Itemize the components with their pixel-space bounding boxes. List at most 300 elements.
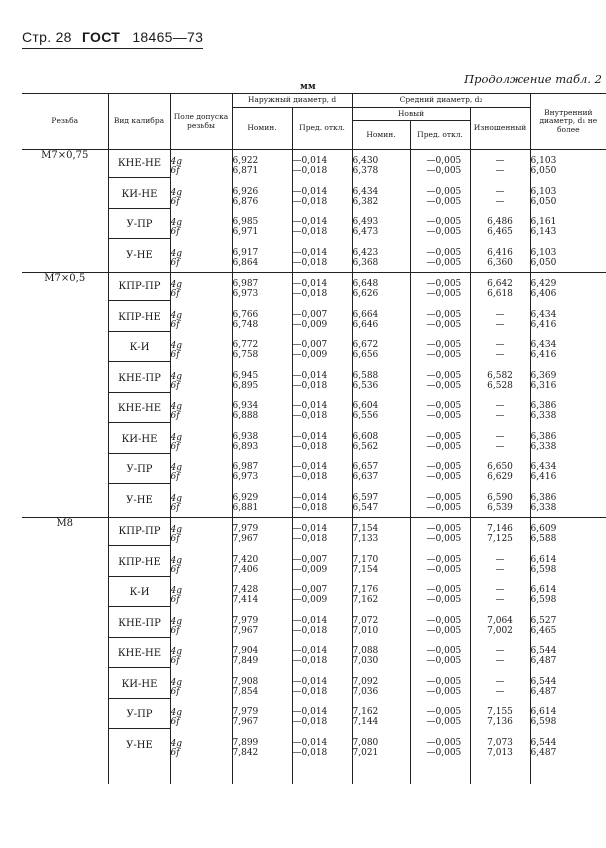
tolerance-value: 6f (170, 196, 180, 207)
outer-deviation-value: —0,014 (292, 737, 328, 748)
outer-nominal-value: 7,979 (232, 524, 259, 535)
gauge-type-cell (108, 211, 170, 242)
pitch-deviation-value: —0,005 (426, 289, 462, 300)
outer-nominal-value: 6,987 (232, 462, 259, 473)
inner-diameter-value: 6,338 (530, 411, 557, 422)
outer-nominal-value: 6,772 (232, 340, 259, 351)
tolerance-field-cell (170, 304, 232, 335)
tolerance-value: 4g (170, 341, 182, 352)
pitch-nominal-value: 6,547 (352, 502, 379, 513)
inner-diameter-value: 6,161 (530, 217, 557, 228)
pitch-nominal-cell (352, 334, 410, 365)
outer-deviation-cell (292, 426, 352, 457)
pitch-deviation-cell (410, 273, 470, 304)
pitch-deviation-cell (410, 610, 470, 641)
outer-deviation-value: —0,018 (292, 686, 328, 697)
gauge-type: КИ-НЕ (109, 671, 171, 699)
outer-nominal-cell (232, 732, 292, 784)
pitch-nominal-value: 7,154 (352, 564, 379, 575)
outer-deviation-value: —0,018 (292, 257, 328, 268)
pitch-worn-value: 6,582 (487, 370, 513, 381)
gauge-type-cell (108, 365, 170, 396)
pitch-nominal-value: 6,423 (352, 247, 379, 258)
outer-nominal-value: 6,881 (232, 502, 259, 513)
tolerance-field-cell (170, 150, 232, 181)
outer-deviation-value: —0,014 (292, 707, 328, 718)
outer-nominal-value: 7,904 (232, 646, 259, 657)
pitch-nominal-value: 6,648 (352, 279, 379, 290)
gauge-type: У-НЕ (126, 249, 153, 261)
outer-nominal-value: 7,908 (232, 676, 259, 687)
pitch-worn-value: 6,618 (487, 289, 513, 300)
gauge-type: КНЕ-НЕ (109, 395, 171, 423)
inner-diameter-value: 6,103 (530, 186, 557, 197)
pitch-nominal-value: 7,176 (352, 585, 379, 596)
tolerance-value: 4g (170, 708, 182, 719)
outer-nominal-value: 7,854 (232, 686, 259, 697)
outer-nominal-value: 6,922 (232, 156, 259, 167)
inner-diameter-cell (530, 273, 606, 304)
pitch-deviation-cell (410, 549, 470, 580)
gauge-type: У-ПР (109, 701, 171, 729)
pitch-deviation-value: —0,005 (426, 279, 462, 290)
outer-deviation-value: —0,018 (292, 717, 328, 728)
thread-designation (22, 518, 108, 784)
pitch-worn-cell (470, 395, 530, 426)
pitch-deviation-cell (410, 701, 470, 732)
inner-diameter-cell (530, 671, 606, 702)
pitch-nominal-value: 7,092 (352, 676, 379, 687)
pitch-nominal-value: 6,588 (352, 370, 379, 381)
outer-deviation-cell (292, 732, 352, 784)
pitch-deviation-value: —0,005 (426, 646, 462, 657)
gauge-type: У-ПР (109, 211, 171, 239)
outer-deviation-value: —0,014 (292, 676, 328, 687)
tolerance-value: 6f (170, 257, 180, 268)
table-row (22, 304, 606, 335)
gauge-type-cell (108, 304, 170, 335)
table-row (22, 181, 606, 212)
outer-nominal-cell (232, 701, 292, 732)
table-row (22, 395, 606, 426)
inner-diameter-value: 6,527 (530, 615, 557, 626)
pitch-worn-value: — (495, 156, 505, 167)
pitch-worn-value: — (495, 319, 505, 330)
table-body (22, 150, 606, 784)
outer-nominal-value: 6,987 (232, 279, 259, 290)
col-outer-deviation: Пред. откл. (292, 107, 352, 150)
inner-diameter-value: 6,609 (530, 524, 557, 535)
table-row (22, 549, 606, 580)
outer-deviation-value: —0,018 (292, 472, 328, 483)
pitch-nominal-value: 6,493 (352, 217, 379, 228)
gauge-type: КНЕ-НЕ (109, 150, 171, 178)
gauge-type: КНЕ-ПР (109, 365, 171, 393)
pitch-worn-cell (470, 365, 530, 396)
pitch-deviation-value: —0,005 (426, 747, 462, 758)
pitch-nominal-value: 7,170 (352, 554, 379, 565)
pitch-worn-cell (470, 426, 530, 457)
pitch-worn-value: — (495, 196, 505, 207)
pitch-worn-value: — (495, 686, 505, 697)
table-row (22, 701, 606, 732)
pitch-nominal-cell (352, 701, 410, 732)
pitch-deviation-value: —0,005 (426, 502, 462, 513)
gauge-type-cell (108, 456, 170, 487)
col-pitch-diameter: Средний диаметр, d₂ (352, 94, 530, 108)
pitch-worn-value: 6,360 (487, 257, 513, 268)
outer-nominal-value: 7,428 (232, 585, 259, 596)
outer-deviation-value: —0,014 (292, 156, 328, 167)
col-outer-nominal: Номин. (232, 107, 292, 150)
pitch-nominal-value: 6,562 (352, 441, 379, 452)
pitch-nominal-value: 6,382 (352, 196, 379, 207)
tolerance-field-cell (170, 579, 232, 610)
tolerance-value: 6f (170, 717, 180, 728)
inner-diameter-cell (530, 211, 606, 242)
table-row (22, 671, 606, 702)
pitch-deviation-value: —0,005 (426, 350, 462, 361)
inner-diameter-value: 6,386 (530, 492, 557, 503)
outer-deviation-value: —0,009 (292, 595, 328, 606)
gauge-type: К-И (109, 579, 171, 607)
pitch-nominal-cell (352, 181, 410, 212)
inner-diameter-value: 6,614 (530, 554, 557, 565)
pitch-deviation-cell (410, 211, 470, 242)
pitch-worn-value: 7,064 (487, 615, 513, 626)
table-row (22, 487, 606, 518)
tolerance-value: 6f (170, 350, 180, 361)
gauge-type: КПР-НЕ (109, 304, 171, 332)
outer-nominal-value: 7,967 (232, 717, 259, 728)
gauge-type-cell (108, 426, 170, 457)
tolerance-value: 4g (170, 738, 182, 749)
pitch-deviation-value: —0,005 (426, 707, 462, 718)
outer-deviation-value: —0,018 (292, 656, 328, 667)
pitch-deviation-value: —0,005 (426, 380, 462, 391)
pitch-nominal-value: 6,430 (352, 156, 379, 167)
tolerance-value: 6f (170, 289, 180, 300)
pitch-worn-value: — (495, 595, 505, 606)
outer-nominal-value: 7,899 (232, 737, 259, 748)
tolerance-value: 4g (170, 493, 182, 504)
gauge-type-cell (108, 610, 170, 641)
gauge-type-cell (108, 640, 170, 671)
gauge-dimensions-table (22, 93, 606, 784)
pitch-deviation-cell (410, 640, 470, 671)
pitch-worn-value: 6,629 (487, 472, 513, 483)
outer-nominal-cell (232, 211, 292, 242)
inner-diameter-value: 6,614 (530, 585, 557, 596)
units-label: мм (300, 82, 316, 92)
tolerance-value: 6f (170, 166, 180, 177)
outer-nominal-value: 6,934 (232, 401, 259, 412)
pitch-worn-cell (470, 487, 530, 518)
pitch-deviation-value: —0,005 (426, 534, 462, 545)
inner-diameter-value: 6,316 (530, 380, 557, 391)
gauge-type-cell (108, 242, 170, 273)
inner-diameter-cell (530, 640, 606, 671)
pitch-worn-value: 6,590 (487, 492, 513, 503)
tolerance-value: 6f (170, 534, 180, 545)
inner-diameter-value: 6,465 (530, 625, 557, 636)
pitch-worn-cell (470, 732, 530, 784)
tolerance-field-cell (170, 610, 232, 641)
table-row (22, 211, 606, 242)
outer-nominal-value: 7,979 (232, 615, 259, 626)
inner-diameter-value: 6,416 (530, 350, 557, 361)
outer-nominal-value: 7,979 (232, 707, 259, 718)
inner-diameter-value: 6,338 (530, 441, 557, 452)
standard-number: 18465—73 (132, 29, 204, 45)
outer-deviation-cell (292, 273, 352, 304)
col-tolerance-field: Поле допуска резьбы (170, 94, 232, 150)
outer-nominal-value: 6,971 (232, 227, 259, 238)
table-row (22, 518, 606, 549)
outer-deviation-value: —0,018 (292, 166, 328, 177)
pitch-nominal-value: 7,072 (352, 615, 379, 626)
outer-deviation-value: —0,014 (292, 492, 328, 503)
pitch-worn-cell (470, 211, 530, 242)
inner-diameter-value: 6,544 (530, 646, 557, 657)
tolerance-value: 6f (170, 747, 180, 758)
outer-nominal-cell (232, 610, 292, 641)
inner-diameter-value: 6,338 (530, 502, 557, 513)
pitch-worn-cell (470, 579, 530, 610)
outer-nominal-cell (232, 456, 292, 487)
tolerance-value: 6f (170, 411, 180, 422)
outer-deviation-value: —0,007 (292, 340, 328, 351)
tolerance-value: 4g (170, 371, 182, 382)
tolerance-value: 6f (170, 625, 180, 636)
pitch-worn-value: — (495, 646, 505, 657)
outer-nominal-value: 7,406 (232, 564, 259, 575)
pitch-worn-value: — (495, 554, 505, 565)
tolerance-field-cell (170, 211, 232, 242)
pitch-deviation-value: —0,005 (426, 257, 462, 268)
gauge-type: КНЕ-НЕ (109, 640, 171, 668)
pitch-deviation-value: —0,005 (426, 564, 462, 575)
outer-deviation-value: —0,014 (292, 524, 328, 535)
pitch-deviation-value: —0,005 (426, 585, 462, 596)
pitch-worn-value: — (495, 431, 505, 442)
outer-nominal-cell (232, 304, 292, 335)
outer-deviation-cell (292, 242, 352, 273)
table-row (22, 365, 606, 396)
inner-diameter-cell (530, 304, 606, 335)
outer-deviation-value: —0,018 (292, 227, 328, 238)
outer-deviation-value: —0,014 (292, 615, 328, 626)
pitch-nominal-value: 6,637 (352, 472, 379, 483)
table-row (22, 334, 606, 365)
table-row (22, 426, 606, 457)
outer-deviation-value: —0,007 (292, 309, 328, 320)
pitch-deviation-value: —0,005 (426, 472, 462, 483)
outer-nominal-value: 6,888 (232, 411, 259, 422)
pitch-worn-value: — (495, 585, 505, 596)
pitch-worn-cell (470, 671, 530, 702)
pitch-nominal-cell (352, 304, 410, 335)
outer-nominal-value: 7,414 (232, 595, 259, 606)
pitch-deviation-value: —0,005 (426, 340, 462, 351)
gauge-type: КПР-НЕ (109, 549, 171, 577)
pitch-nominal-value: 6,646 (352, 319, 379, 330)
outer-nominal-cell (232, 426, 292, 457)
inner-diameter-value: 6,598 (530, 564, 557, 575)
outer-nominal-cell (232, 640, 292, 671)
inner-diameter-value: 6,544 (530, 737, 557, 748)
outer-deviation-cell (292, 211, 352, 242)
tolerance-field-cell (170, 426, 232, 457)
pitch-worn-value: — (495, 441, 505, 452)
outer-nominal-value: 6,758 (232, 350, 259, 361)
pitch-deviation-value: —0,005 (426, 554, 462, 565)
pitch-worn-cell (470, 334, 530, 365)
outer-deviation-value: —0,007 (292, 585, 328, 596)
pitch-nominal-cell (352, 273, 410, 304)
inner-diameter-value: 6,544 (530, 676, 557, 687)
outer-nominal-value: 6,748 (232, 319, 259, 330)
pitch-deviation-value: —0,005 (426, 401, 462, 412)
gauge-type-cell (108, 671, 170, 702)
inner-diameter-value: 6,434 (530, 309, 557, 320)
pitch-nominal-cell (352, 487, 410, 518)
pitch-deviation-value: —0,005 (426, 227, 462, 238)
outer-deviation-value: —0,018 (292, 441, 328, 452)
inner-diameter-cell (530, 242, 606, 273)
pitch-nominal-cell (352, 426, 410, 457)
pitch-worn-value: — (495, 656, 505, 667)
thread-designation (22, 150, 108, 273)
tolerance-value: 4g (170, 525, 182, 536)
table-row (22, 610, 606, 641)
inner-diameter-value: 6,614 (530, 707, 557, 718)
pitch-deviation-value: —0,005 (426, 196, 462, 207)
inner-diameter-value: 6,434 (530, 340, 557, 351)
pitch-nominal-value: 7,088 (352, 646, 379, 657)
outer-deviation-value: —0,014 (292, 431, 328, 442)
pitch-worn-cell (470, 518, 530, 549)
tolerance-value: 6f (170, 380, 180, 391)
page-number: Стр. 28 (22, 29, 72, 45)
table-row (22, 150, 606, 181)
gauge-type-cell (108, 395, 170, 426)
tolerance-value: 4g (170, 463, 182, 474)
tolerance-field-cell (170, 365, 232, 396)
pitch-worn-value: — (495, 350, 505, 361)
inner-diameter-cell (530, 150, 606, 181)
pitch-worn-value: 7,002 (487, 625, 513, 636)
outer-nominal-value: 6,917 (232, 247, 259, 258)
outer-nominal-value: 7,967 (232, 534, 259, 545)
inner-diameter-value: 6,050 (530, 166, 557, 177)
inner-diameter-cell (530, 732, 606, 784)
pitch-worn-value: — (495, 401, 505, 412)
inner-diameter-value: 6,103 (530, 247, 557, 258)
thread-label: М7×0,5 (44, 273, 86, 285)
outer-deviation-value: —0,014 (292, 247, 328, 258)
inner-diameter-value: 6,416 (530, 319, 557, 330)
outer-deviation-value: —0,014 (292, 646, 328, 657)
table-row (22, 640, 606, 671)
pitch-nominal-value: 6,657 (352, 462, 379, 473)
pitch-nominal-value: 6,608 (352, 431, 379, 442)
inner-diameter-cell (530, 518, 606, 549)
pitch-deviation-value: —0,005 (426, 319, 462, 330)
pitch-deviation-cell (410, 518, 470, 549)
outer-deviation-cell (292, 456, 352, 487)
outer-nominal-cell (232, 549, 292, 580)
col-outer-diameter: Наружный диаметр, d (232, 94, 352, 108)
pitch-nominal-value: 6,604 (352, 401, 379, 412)
inner-diameter-cell (530, 456, 606, 487)
pitch-nominal-value: 6,473 (352, 227, 379, 238)
pitch-deviation-value: —0,005 (426, 247, 462, 258)
outer-deviation-value: —0,014 (292, 462, 328, 473)
inner-diameter-cell (530, 549, 606, 580)
pitch-worn-value: 7,125 (487, 534, 513, 545)
inner-diameter-value: 6,487 (530, 686, 557, 697)
thread-label: М8 (56, 518, 74, 530)
pitch-deviation-cell (410, 150, 470, 181)
outer-nominal-value: 6,871 (232, 166, 259, 177)
pitch-nominal-cell (352, 395, 410, 426)
pitch-deviation-value: —0,005 (426, 462, 462, 473)
pitch-worn-value: — (495, 564, 505, 575)
tolerance-value: 4g (170, 218, 182, 229)
pitch-deviation-value: —0,005 (426, 717, 462, 728)
inner-diameter-value: 6,369 (530, 370, 557, 381)
table-row (22, 579, 606, 610)
pitch-nominal-value: 6,664 (352, 309, 379, 320)
pitch-nominal-value: 7,162 (352, 707, 379, 718)
inner-diameter-cell (530, 701, 606, 732)
outer-nominal-cell (232, 242, 292, 273)
pitch-nominal-value: 7,010 (352, 625, 379, 636)
tolerance-value: 4g (170, 402, 182, 413)
outer-nominal-value: 7,420 (232, 554, 259, 565)
table-row (22, 242, 606, 273)
inner-diameter-value: 6,416 (530, 472, 557, 483)
pitch-deviation-value: —0,005 (426, 492, 462, 503)
pitch-worn-value: — (495, 411, 505, 422)
gauge-type-cell (108, 579, 170, 610)
tolerance-field-cell (170, 701, 232, 732)
pitch-deviation-value: —0,005 (426, 166, 462, 177)
outer-deviation-cell (292, 334, 352, 365)
inner-diameter-cell (530, 395, 606, 426)
gauge-type-cell (108, 273, 170, 304)
pitch-deviation-cell (410, 365, 470, 396)
pitch-deviation-cell (410, 579, 470, 610)
outer-deviation-value: —0,014 (292, 279, 328, 290)
pitch-deviation-value: —0,005 (426, 595, 462, 606)
pitch-nominal-cell (352, 456, 410, 487)
tolerance-value: 4g (170, 677, 182, 688)
inner-diameter-value: 6,103 (530, 156, 557, 167)
pitch-worn-value: 7,146 (487, 524, 513, 535)
outer-nominal-cell (232, 150, 292, 181)
gauge-type: КПР-ПР (109, 273, 171, 301)
pitch-worn-value: 6,416 (487, 247, 513, 258)
pitch-worn-cell (470, 701, 530, 732)
pitch-deviation-value: —0,005 (426, 686, 462, 697)
pitch-worn-value: 7,155 (487, 707, 513, 718)
pitch-nominal-cell (352, 671, 410, 702)
pitch-nominal-value: 6,434 (352, 186, 379, 197)
pitch-nominal-value: 7,080 (352, 737, 379, 748)
inner-diameter-cell (530, 334, 606, 365)
